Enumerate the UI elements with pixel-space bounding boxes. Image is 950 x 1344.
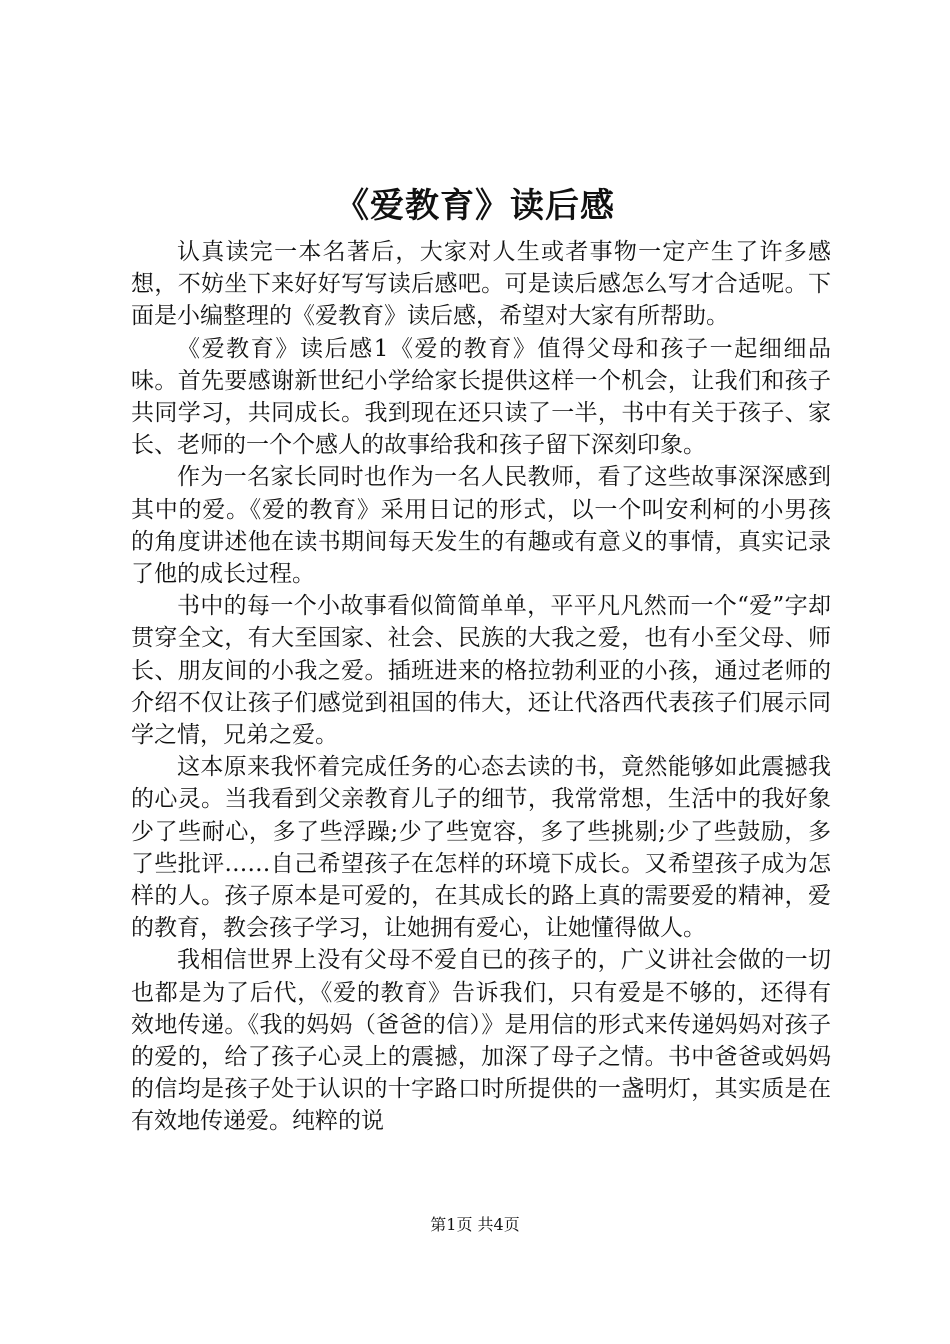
paragraph: 作为一名家长同时也作为一名人民教师，看了这些故事深深感到其中的爱。《爱的教育》采用日记的形式，以一个叫安利柯的小男孩的角度讲述他在读书期间每天发生的有趣或有意义的事情，真实记录了他的成长过程。 — [131, 464, 831, 588]
document-title: 《爱教育》读后感 — [335, 186, 615, 226]
paragraph: 我相信世界上没有父母不爱自已的孩子的，广义讲社会做的一切也都是为了后代，《爱的教育》告诉我们，只有爱是不够的，还得有效地传递。《我的妈妈（爸爸的信）》是用信的形式来传递妈妈对孩子的爱的，给了孩子心灵上的震撼，加深了母子之情。书中爸爸或妈妈的信均是孩子处于认识的十字路口时所提供的一盏明灯，其实质是在有效地传递爱。纯粹的说 — [131, 947, 831, 1135]
paragraph: 认真读完一本名著后，大家对人生或者事物一定产生了许多感想，不妨坐下来好好写写读后感吧。可是读后感怎么写才合适呢。下面是小编整理的《爱教育》读后感，希望对大家有所帮助。 — [131, 239, 831, 330]
paragraph: 《爱教育》读后感1《爱的教育》值得父母和孩子一起细细品味。首先要感谢新世纪小学给家长提供这样一个机会，让我们和孩子共同学习，共同成长。我到现在还只读了一半，书中有关于孩子、家长、老师的一个个感人的故事给我和孩子留下深刻印象。 — [131, 335, 831, 459]
paragraph: 这本原来我怀着完成任务的心态去读的书，竟然能够如此震撼我的心灵。当我看到父亲教育儿子的细节，我常常想，生活中的我好象少了些耐心，多了些浮躁;少了些宽容，多了些挑剔;少了些鼓励，多了些批评……自己希望孩子在怎样的环境下成长。又希望孩子成为怎样的人。孩子原本是可爱的，在其成长的路上真的需要爱的精神，爱的教育，教会孩子学习，让她拥有爱心，让她懂得做人。 — [131, 754, 831, 942]
page-footer — [0, 1214, 950, 1236]
page-indicator: 第1页 共4页 — [430, 1215, 520, 1234]
document-body — [131, 236, 831, 1138]
paragraph: 书中的每一个小故事看似简简单单，平平凡凡然而一个“爱”字却贯穿全文，有大至国家、社会、民族的大我之爱，也有小至父母、师长、朋友间的小我之爱。插班进来的格拉勃利亚的小孩，通过老师的介绍不仅让孩子们感觉到祖国的伟大，还让代洛西代表孩子们展示同学之情，兄弟之爱。 — [131, 593, 831, 749]
